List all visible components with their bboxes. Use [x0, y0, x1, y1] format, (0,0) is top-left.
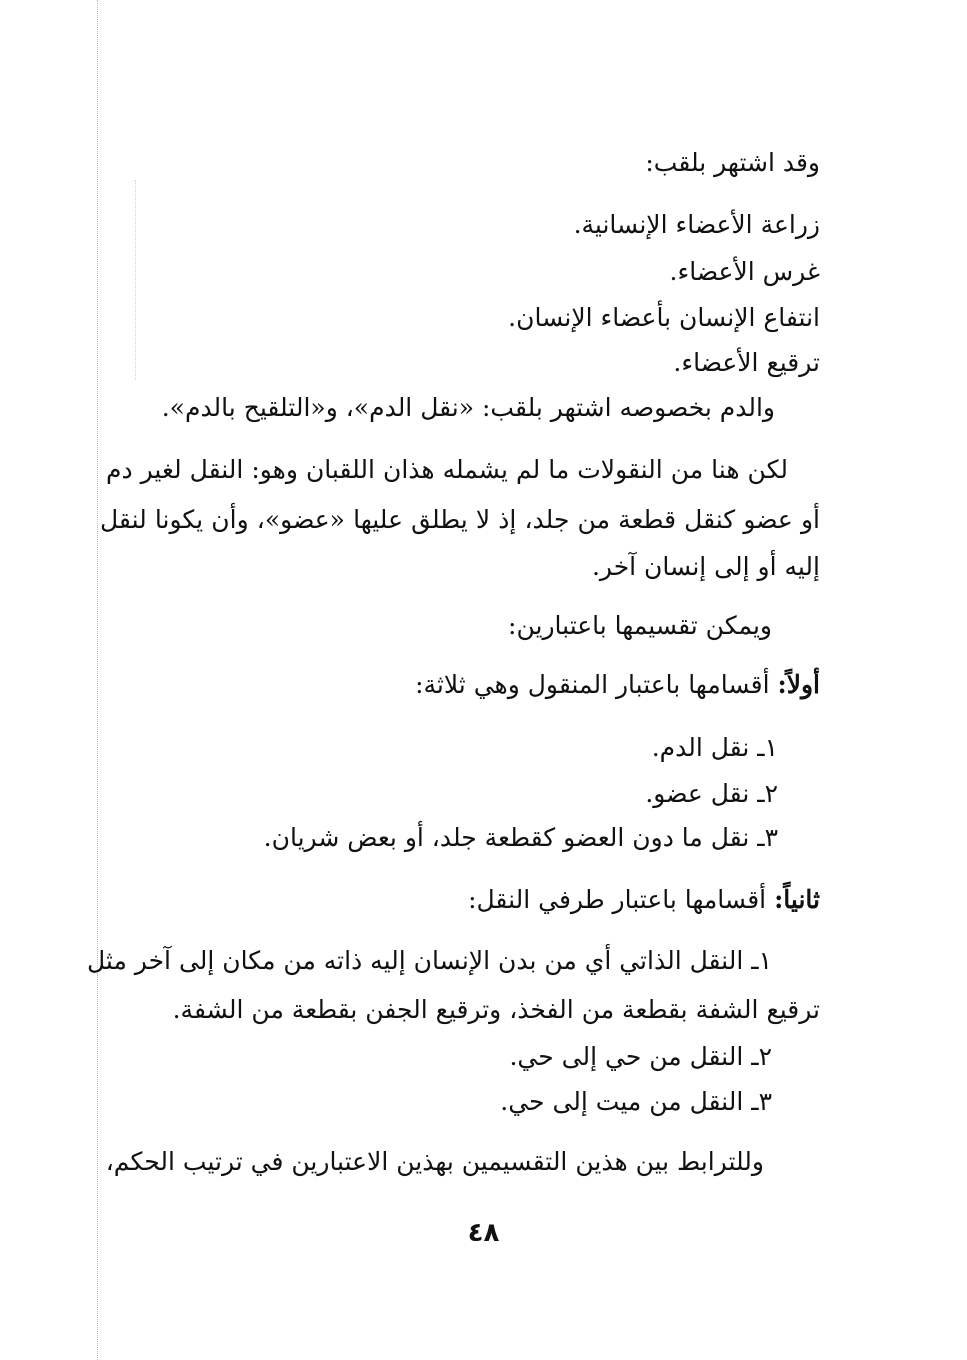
list-line: زراعة الأعضاء الإنسانية.: [573, 210, 820, 239]
section-heading-text: أقسامها باعتبار طرفي النقل:: [468, 885, 775, 914]
paragraph-line: لكن هنا من النقولات ما لم يشمله هذان اللقبان وهو: النقل لغير دم: [106, 455, 788, 484]
text-line: والدم بخصوصه اشتهر بلقب: «نقل الدم»، و«التلقيح بالدم».: [161, 393, 775, 422]
paragraph-line: ١ـ النقل الذاتي أي من بدن الإنسان إليه ذاته من مكان إلى آخر مثل: [86, 946, 772, 975]
list-line: انتفاع الإنسان بأعضاء الإنسان.: [508, 303, 820, 332]
paragraph-line: إليه أو إلى إنسان آخر.: [591, 552, 820, 581]
section-heading-lead: أولاً:: [777, 670, 820, 699]
list-line: غرس الأعضاء.: [669, 257, 820, 286]
list-line: ترقيع الأعضاء.: [673, 348, 820, 377]
page-number: ٤٨: [467, 1218, 500, 1248]
text-line: ويمكن تقسيمها باعتبارين:: [508, 611, 772, 640]
section-heading-text: أقسامها باعتبار المنقول وهي ثلاثة:: [415, 670, 778, 699]
paragraph-line: ترقيع الشفة بقطعة من الفخذ، وترقيع الجفن بقطعة من الشفة.: [172, 995, 820, 1024]
section-heading: [468, 883, 820, 917]
section-heading: [415, 668, 820, 702]
paragraph-line: أو عضو كنقل قطعة من جلد، إذ لا يطلق عليها «عضو»، وأن يكونا لنقل: [100, 505, 820, 534]
list-line: ٢ـ النقل من حي إلى حي.: [509, 1042, 772, 1071]
paragraph-line: وللترابط بين هذين التقسيمين بهذين الاعتبارين في ترتيب الحكم،: [105, 1147, 764, 1176]
section-heading-lead: ثانياً:: [774, 885, 820, 914]
text-line: وقد اشتهر بلقب:: [645, 148, 820, 177]
list-line: ٣ـ نقل ما دون العضو كقطعة جلد، أو بعض شريان.: [263, 823, 778, 852]
list-line: ٢ـ نقل عضو.: [645, 779, 778, 808]
list-line: ١ـ نقل الدم.: [651, 733, 778, 762]
scan-margin-line: [97, 0, 98, 1360]
scan-margin-line: [135, 180, 136, 380]
list-line: ٣ـ النقل من ميت إلى حي.: [500, 1087, 772, 1116]
